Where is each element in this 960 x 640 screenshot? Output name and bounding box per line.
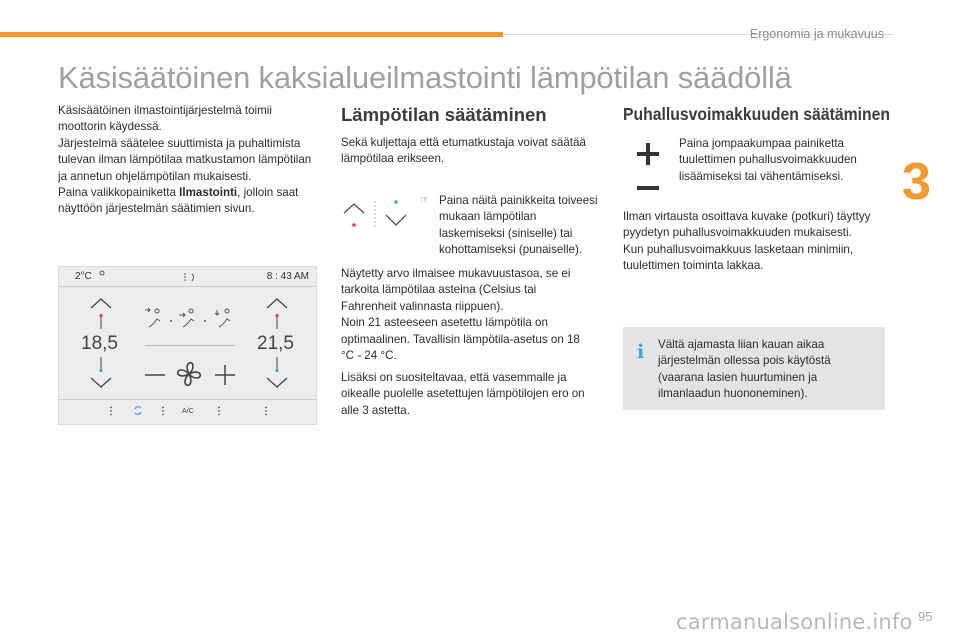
right-blue-indicator: [275, 357, 279, 373]
chapter-number: 3: [902, 153, 931, 211]
fan-decrease-button[interactable]: [143, 363, 167, 387]
plus-minus-icon: [632, 140, 664, 196]
phone-status-icon: [182, 272, 202, 282]
screen-divider: [145, 345, 235, 346]
left-temp-down-button[interactable]: [89, 377, 113, 389]
screen-status-bar: [59, 267, 316, 287]
info-text: Vältä ajamasta liian kauan aikaa järjestelmän ollessa pois käytöstä (vaarana lasien huurtuminen ja ilmanlaadun huononeminen).: [658, 338, 831, 401]
left-red-indicator: [99, 313, 103, 329]
fan-description-2: Kun puhallusvoimakkuus lasketaan minimiin, tuulettimen toiminta lakkaa.: [623, 242, 854, 273]
right-temp-down-button[interactable]: [265, 377, 289, 389]
fan-icon: [173, 358, 205, 390]
menu-dots-icon[interactable]: [109, 406, 113, 416]
temperature-values-text: [341, 266, 591, 364]
section-title: Ergonomia ja mukavuus: [749, 27, 884, 41]
airflow-mode-icons[interactable]: [143, 307, 239, 331]
screen-bottom-bar: [59, 399, 316, 424]
menu-dots-icon[interactable]: [161, 406, 165, 416]
outside-temperature: 2°C: [75, 271, 92, 282]
intro-line-3-post: , jolloin saat näyttöön järjestelmän säätimien sivun.: [58, 186, 299, 216]
intro-line-2: Järjestelmä säätelee suuttimista ja puhaltimista tulevan ilman lämpötilaa matkustamon lämpötilan ja annetun ohjelämpötilan mukaisesti.: [58, 136, 312, 183]
info-icon: i: [637, 341, 645, 363]
snowflake-icon: [99, 270, 105, 276]
climate-touchscreen: [58, 266, 317, 425]
fan-press-instruction: Paina jompaakumpaa painiketta tuulettimen puhallusvoimakkuuden lisäämiseksi tai vähentämiseksi.: [679, 137, 857, 183]
temperature-values-2: Noin 21 asteeseen asetettu lämpötila on optimaalinen. Tavallisin lämpötila-asetus on 18 °C - 24 °C.: [341, 316, 580, 363]
page-title: Käsisäätöinen kaksialueilmastointi lämpötilan säädöllä: [58, 60, 792, 95]
left-blue-indicator: [99, 357, 103, 373]
left-temperature-value: 18,5: [81, 333, 118, 354]
watermark: carmanualsonline.info: [676, 610, 913, 634]
bullet-icon: ☞: [420, 195, 429, 206]
page-number: 95: [918, 609, 933, 624]
temperature-tap-instruction: [420, 193, 599, 259]
menu-dots-icon[interactable]: [217, 406, 221, 416]
temperature-advice: Lisäksi on suositeltavaa, että vasemmalle ja oikealle puolelle asetettujen lämpötilojen ero on alle 3 astetta.: [341, 371, 585, 417]
ac-button[interactable]: A/C: [182, 408, 194, 415]
menu-button-name: Ilmastointi: [179, 186, 238, 200]
right-temp-up-button[interactable]: [265, 297, 289, 309]
temperature-tap-text: Paina näitä painikkeita toiveesi mukaan lämpötilan laskemiseksi (siniselle) tai kohottamiseksi (punaiselle).: [439, 194, 598, 257]
header-accent-bar: [0, 32, 503, 37]
right-temperature-value: 21,5: [257, 333, 294, 354]
intro-text: [58, 103, 320, 218]
clock: 8 : 43 AM: [266, 271, 309, 282]
fan-description: [623, 209, 885, 275]
intro-line-3-pre: Paina valikkopainiketta: [58, 186, 180, 200]
temperature-heading: Lämpötilan säätäminen: [341, 104, 547, 125]
temperature-arrows-icon: [340, 199, 410, 231]
recirculation-icon[interactable]: [133, 405, 143, 416]
intro-line-1: Käsisäätöinen ilmastointijärjestelmä toimii moottorin käydessä.: [58, 104, 272, 134]
temperature-values-1: Näytetty arvo ilmaisee mukavuustasoa, se ei tarkoita lämpötilaa asteina (Celsius tai Fahrenheit valinnasta riippuen).: [341, 267, 571, 313]
menu-dots-icon[interactable]: [264, 406, 268, 416]
left-temp-up-button[interactable]: [89, 297, 113, 309]
fan-heading: Puhallusvoimakkuuden säätäminen: [623, 104, 890, 124]
fan-increase-button[interactable]: [213, 363, 237, 387]
info-box: [623, 327, 885, 410]
fan-description-1: Ilman virtausta osoittava kuvake (potkuri) täyttyy pyydetyn puhallusvoimakkuuden mukaisesti.: [623, 210, 871, 240]
temperature-intro: Sekä kuljettaja että etumatkustaja voivat säätää lämpötilaa erikseen.: [341, 136, 586, 166]
intro-line-3: [58, 185, 320, 218]
right-red-indicator: [275, 313, 279, 329]
